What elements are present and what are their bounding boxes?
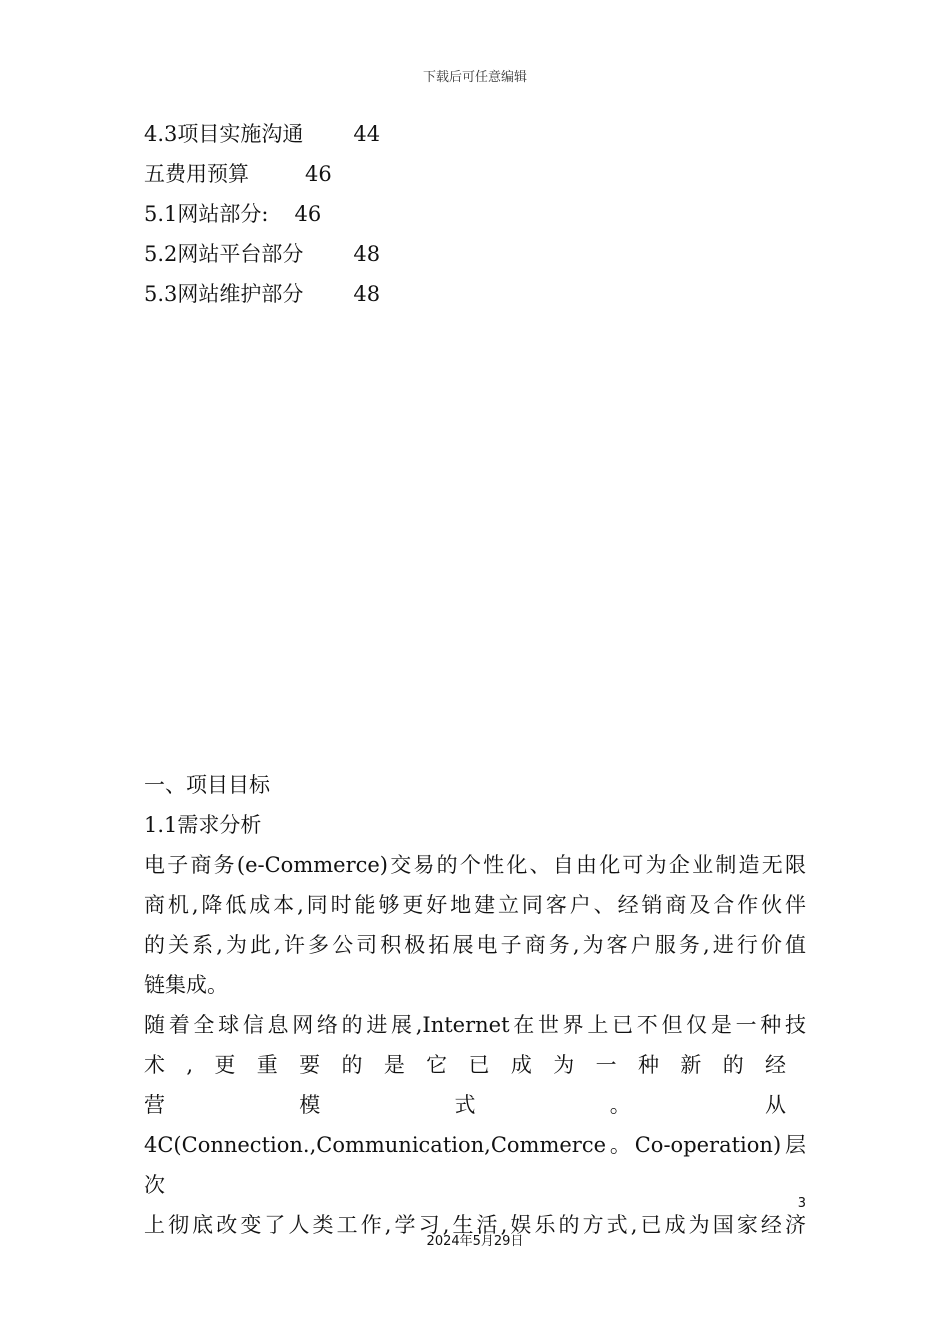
section-subheading: 1.1需求分析 [144, 813, 262, 837]
paragraph-line: 4C(Connection.,Communication,Commerce。Co-operation)层次 [144, 1133, 806, 1197]
toc-entry-title: 五费用预算 [144, 162, 249, 186]
toc-entry [144, 156, 380, 196]
toc-entry [144, 236, 380, 276]
toc-entry-page: 48 [353, 242, 381, 266]
page-footer-date: 2024年5月29日 [426, 1234, 524, 1249]
toc-entry-title: 5.1网站部分: [144, 202, 269, 226]
toc-entry-title: 5.2网站平台部分 [144, 242, 304, 266]
table-of-contents [144, 116, 380, 316]
paragraph-line: 上彻底改变了人类工作,学习,生活,娱乐的方式,已成为国家经济 [144, 1213, 806, 1237]
page-header: 下载后可任意编辑 [422, 70, 527, 85]
paragraph-line: 术,更重要的是它已成为一种新的经营模式。从 [144, 1053, 806, 1117]
toc-entry-title: 4.3项目实施沟通 [144, 122, 304, 146]
toc-entry [144, 116, 380, 156]
paragraph-line: 商机,降低成本,同时能够更好地建立同客户、经销商及合作伙伴 [144, 893, 806, 917]
toc-entry-page: 46 [294, 202, 322, 226]
toc-entry-page: 48 [353, 282, 381, 306]
paragraph-line: 随着全球信息网络的进展,Internet在世界上已不但仅是一种技 [144, 1013, 806, 1037]
section-body [144, 765, 806, 1245]
paragraph-line: 的关系,为此,许多公司积极拓展电子商务,为客户服务,进行价值 [144, 933, 806, 957]
section-heading: 一、项目目标 [144, 773, 270, 797]
toc-entry-title: 5.3网站维护部分 [144, 282, 304, 306]
page-number: 3 [797, 1196, 806, 1211]
toc-entry-page: 46 [305, 162, 332, 186]
paragraph-line: 链集成。 [144, 973, 228, 997]
toc-entry [144, 196, 380, 236]
toc-entry-page: 44 [353, 122, 381, 146]
paragraph-line: 电子商务(e-Commerce)交易的个性化、自由化可为企业制造无限 [144, 853, 806, 877]
toc-entry [144, 276, 380, 316]
